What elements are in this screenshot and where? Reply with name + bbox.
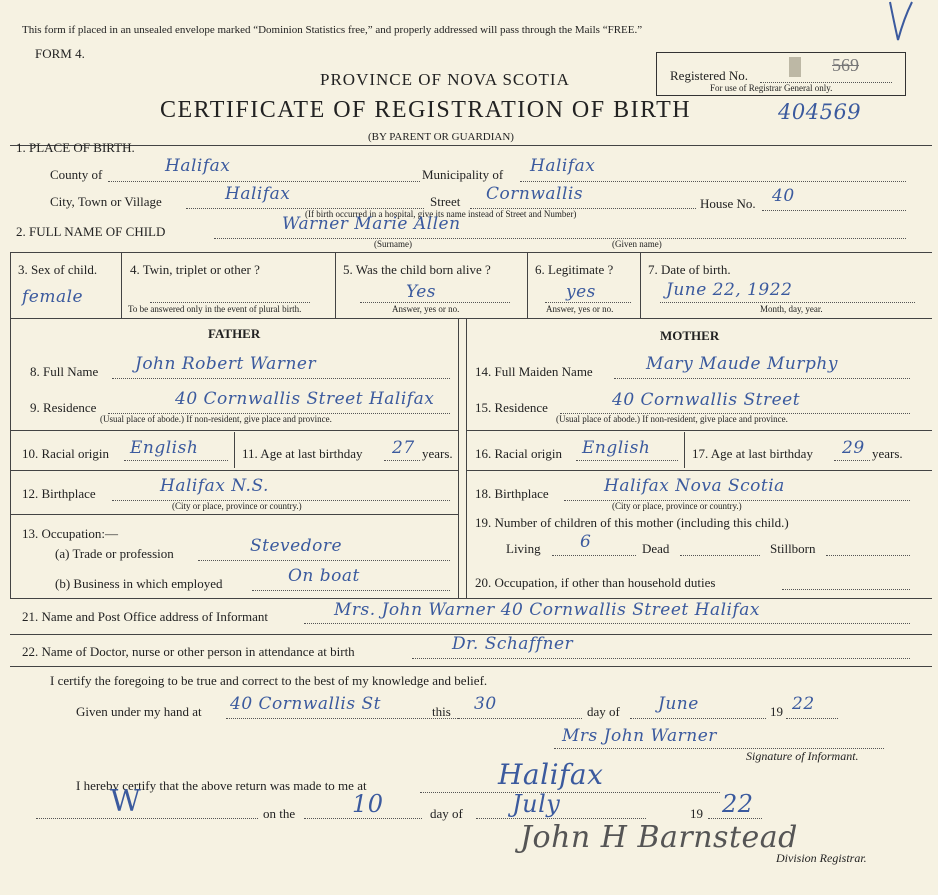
registrar-day-of-label: day of — [430, 806, 463, 821]
house-value: 40 — [772, 186, 795, 206]
certify-month-value: June — [658, 694, 699, 714]
registrar-year-prefix: 19 — [690, 806, 703, 821]
divider — [10, 252, 932, 253]
mother-heading: MOTHER — [660, 328, 720, 343]
mother-age-value: 29 — [842, 438, 865, 458]
hospital-note: (If birth occurred in a hospital, give its name instead of Street and Number) — [305, 209, 577, 219]
father-years: years. — [422, 446, 453, 461]
county-value: Halifax — [165, 156, 231, 176]
child-name-label: 2. FULL NAME OF CHILD — [16, 224, 166, 239]
mother-birthplace-value: Halifax Nova Scotia — [604, 476, 785, 496]
informant-label: 21. Name and Post Office address of Informant — [22, 609, 268, 624]
legitimate-note: Answer, yes or no. — [546, 304, 614, 314]
registrar-initials: W — [110, 784, 142, 819]
registrar-note: For use of Registrar General only. — [710, 83, 833, 93]
divider — [684, 432, 685, 468]
father-racial-value: English — [130, 438, 199, 458]
handwritten-number: 404569 — [778, 100, 862, 124]
father-age-value: 27 — [392, 438, 415, 458]
alive-note: Answer, yes or no. — [392, 304, 460, 314]
father-name-value: John Robert Warner — [135, 354, 317, 374]
surname-note: (Surname) — [374, 239, 412, 249]
certify-day-value: 30 — [474, 694, 497, 714]
father-age-label: 11. Age at last birthday — [242, 446, 363, 461]
mother-occupation-label: 20. Occupation, if other than household duties — [475, 575, 716, 590]
dead-label: Dead — [642, 541, 670, 556]
divider — [458, 318, 459, 598]
father-business-value: On boat — [288, 566, 360, 586]
county-label: County of — [50, 167, 103, 182]
divider — [466, 430, 932, 431]
divider — [10, 598, 932, 599]
father-residence-value: 40 Cornwallis Street Halifax — [175, 389, 435, 409]
divider — [234, 432, 235, 468]
certify-year-prefix: 19 — [770, 704, 783, 719]
divider — [640, 252, 641, 318]
divider — [466, 470, 932, 471]
father-residence-label: 9. Residence — [30, 400, 97, 415]
mother-birthplace-label: 18. Birthplace — [475, 486, 549, 501]
street-value: Cornwallis — [486, 184, 584, 204]
sex-label: 3. Sex of child. — [18, 262, 98, 277]
municipality-value: Halifax — [530, 156, 596, 176]
certify-statement: I certify the foregoing to be true and correct to the best of my knowledge and belief. — [50, 673, 488, 688]
father-birthplace-note: (City or place, province or country.) — [172, 501, 302, 511]
mother-racial-value: English — [582, 438, 651, 458]
on-the-label: on the — [263, 806, 296, 821]
sex-value: female — [22, 287, 84, 307]
alive-value: Yes — [406, 282, 437, 302]
divider — [466, 318, 467, 598]
divider — [10, 430, 458, 431]
mother-birthplace-note: (City or place, province or country.) — [612, 501, 742, 511]
mother-children-label: 19. Number of children of this mother (including this child.) — [475, 515, 789, 530]
father-business-label: (b) Business in which employed — [55, 576, 223, 591]
father-birthplace-label: 12. Birthplace — [22, 486, 96, 501]
doctor-label: 22. Name of Doctor, nurse or other person in attendance at birth — [22, 644, 355, 659]
mother-residence-note: (Usual place of abode.) If non-resident, give place and province. — [556, 414, 788, 424]
informant-signature: Mrs John Warner — [562, 726, 717, 746]
living-label: Living — [506, 541, 541, 556]
twin-label: 4. Twin, triplet or other ? — [130, 262, 260, 277]
informant-signature-label: Signature of Informant. — [746, 749, 859, 763]
province-heading: PROVINCE OF NOVA SCOTIA — [320, 70, 570, 89]
child-name-value: Warner Marie Allen — [282, 214, 461, 234]
registrar-signature: John H Barnstead — [520, 820, 798, 855]
registrar-signature-label: Division Registrar. — [776, 851, 867, 865]
divider — [10, 252, 11, 318]
pencil-mark-icon — [886, 0, 916, 48]
divider — [335, 252, 336, 318]
mother-name-value: Mary Maude Murphy — [646, 354, 838, 374]
form-number: FORM 4. — [35, 46, 85, 61]
stamp-mark — [789, 57, 801, 77]
registrar-month-value: July — [512, 790, 561, 818]
father-name-label: 8. Full Name — [30, 364, 99, 379]
stillborn-label: Stillborn — [770, 541, 816, 556]
twin-note: To be answered only in the event of plural birth. — [128, 304, 302, 314]
mother-name-label: 14. Full Maiden Name — [475, 364, 593, 379]
mother-residence-label: 15. Residence — [475, 400, 548, 415]
legitimate-label: 6. Legitimate ? — [535, 262, 614, 277]
dob-label: 7. Date of birth. — [648, 262, 731, 277]
mailing-notice: This form if placed in an unsealed envelope marked “Dominion Statistics free,” and properly addressed will pass through the Mails “FREE.” — [22, 24, 643, 36]
registrar-statement: I hereby certify that the above return was made to me at — [76, 778, 367, 793]
certify-year-value: 22 — [792, 694, 815, 714]
alive-label: 5. Was the child born alive ? — [343, 262, 491, 277]
father-residence-note: (Usual place of abode.) If non-resident, give place and province. — [100, 414, 332, 424]
registrar-year-value: 22 — [722, 790, 754, 818]
registrar-day-value: 10 — [352, 790, 384, 818]
municipality-label: Municipality of — [422, 167, 504, 182]
house-label: House No. — [700, 196, 756, 211]
father-racial-label: 10. Racial origin — [22, 446, 110, 461]
registered-value: 569 — [832, 55, 859, 75]
divider — [121, 252, 122, 318]
mother-age-label: 17. Age at last birthday — [692, 446, 813, 461]
street-label: Street — [430, 194, 461, 209]
divider — [10, 514, 458, 515]
registrar-place-value: Halifax — [498, 758, 604, 791]
divider — [527, 252, 528, 318]
father-birthplace-value: Halifax N.S. — [160, 476, 269, 496]
dob-note: Month, day, year. — [760, 304, 823, 314]
father-occupation-label: 13. Occupation:— — [22, 526, 119, 541]
city-label: City, Town or Village — [50, 194, 162, 209]
father-trade-value: Stevedore — [250, 536, 343, 556]
mother-years: years. — [872, 446, 903, 461]
doctor-value: Dr. Schaffner — [452, 634, 574, 654]
this-label: this — [432, 704, 451, 719]
certificate-title: CERTIFICATE OF REGISTRATION OF BIRTH — [160, 97, 692, 123]
divider — [10, 318, 932, 319]
father-trade-label: (a) Trade or profession — [55, 546, 174, 561]
mother-racial-label: 16. Racial origin — [475, 446, 563, 461]
divider — [10, 145, 932, 146]
registered-label: Registered No. — [670, 68, 748, 83]
divider — [10, 470, 458, 471]
certify-day-of-label: day of — [587, 704, 620, 719]
mother-residence-value: 40 Cornwallis Street — [612, 390, 801, 410]
given-under-label: Given under my hand at — [76, 704, 202, 719]
given-name-note: (Given name) — [612, 239, 662, 249]
dob-value: June 22, 1922 — [666, 280, 793, 300]
informant-value: Mrs. John Warner 40 Cornwallis Street Halifax — [334, 600, 761, 620]
given-place-value: 40 Cornwallis St — [230, 694, 381, 714]
divider — [10, 666, 932, 667]
place-section-label: 1. PLACE OF BIRTH. — [16, 140, 135, 155]
divider — [10, 318, 11, 598]
certificate-subtitle: (BY PARENT OR GUARDIAN) — [368, 131, 514, 143]
father-heading: FATHER — [208, 326, 261, 341]
legitimate-value: yes — [566, 282, 596, 302]
living-value: 6 — [580, 532, 592, 552]
city-value: Halifax — [225, 184, 291, 204]
